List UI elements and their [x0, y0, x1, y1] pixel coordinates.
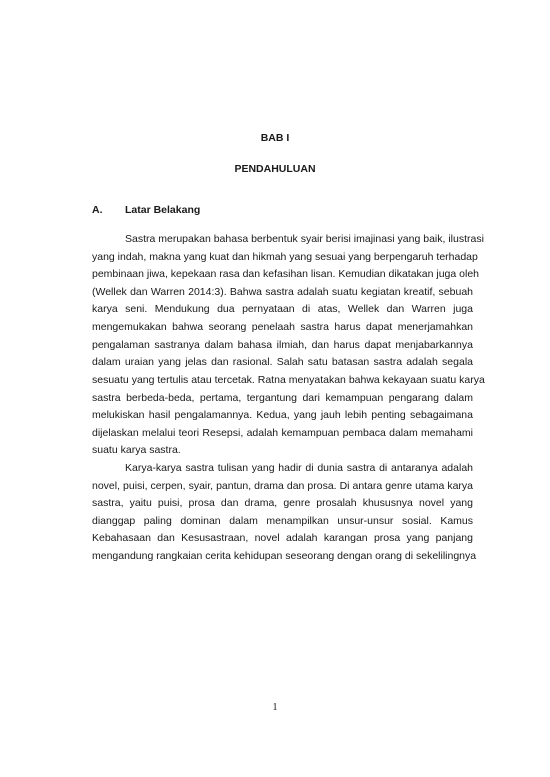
- paragraph-line: sastra, yaitu puisi, prosa dan drama, genre prosalah khususnya novel yang: [92, 497, 473, 510]
- paragraph-line: Kebahasaan dan Kesusastraan, novel adalah karangan prosa yang panjang: [92, 532, 473, 545]
- paragraph-line: mengemukakan bahwa seorang penelaah sastra harus dapat menerjamahkan: [92, 321, 473, 334]
- paragraph-line: sesuatu yang tertulis atau tercetak. Ratna menyatakan bahwa kekayaan suatu karya: [92, 373, 485, 386]
- paragraph-line: Karya-karya sastra tulisan yang hadir di dunia sastra di antaranya adalah: [125, 461, 473, 474]
- paragraph-line: dianggap paling dominan dalam menampilkan unsur-unsur sosial. Kamus: [92, 514, 473, 527]
- paragraph-line: karya seni. Mendukung dua pernyataan di atas, Wellek dan Warren juga: [92, 303, 473, 316]
- page-number: 1: [272, 702, 278, 713]
- chapter-title: PENDAHULUAN: [234, 163, 316, 175]
- paragraph-line: yang indah, makna yang kuat dan hikmah yang sesuai yang berpengaruh terhadap: [92, 250, 478, 263]
- section-heading: [92, 204, 200, 216]
- section-letter: A.: [92, 204, 103, 216]
- paragraph-line: suatu karya sastra.: [92, 444, 181, 457]
- paragraph-line: mengandung rangkaian cerita kehidupan seseorang dengan orang di sekelilingnya: [92, 550, 477, 562]
- section-title: Latar Belakang: [125, 204, 201, 216]
- paragraph-line: Sastra merupakan bahasa berbentuk syair berisi imajinasi yang baik, ilustrasi: [125, 233, 484, 245]
- paragraph-line: dalam uraian yang jelas dan rasional. Salah satu batasan sastra adalah segala: [92, 356, 473, 369]
- paragraph-line: dijelaskan melalui teori Resepsi, adalah kemampuan pembaca dalam memahami: [92, 426, 473, 439]
- paragraph-line: pengalaman sastranya dalam bahasa ilmiah, dan harus dapat menjabarkannya: [92, 338, 473, 351]
- paragraph-line: (Wellek dan Warren 2014:3). Bahwa sastra adalah suatu kegiatan kreatif, sebuah: [92, 285, 473, 298]
- chapter-number: BAB I: [260, 132, 290, 144]
- paragraph-line: pembinaan jiwa, kepekaan rasa dan kefasihan lisan. Kemudian dikatakan juga oleh: [92, 268, 480, 281]
- paragraph-line: novel, puisi, cerpen, syair, pantun, drama dan prosa. Di antara genre utama karya: [92, 479, 473, 492]
- paragraph-line: melukiskan hasil pengalamannya. Kedua, yang jauh lebih penting sebagaimana: [92, 409, 473, 422]
- paragraph-line: sastra berbeda-beda, pertama, tergantung dari kemampuan pengarang dalam: [92, 391, 473, 404]
